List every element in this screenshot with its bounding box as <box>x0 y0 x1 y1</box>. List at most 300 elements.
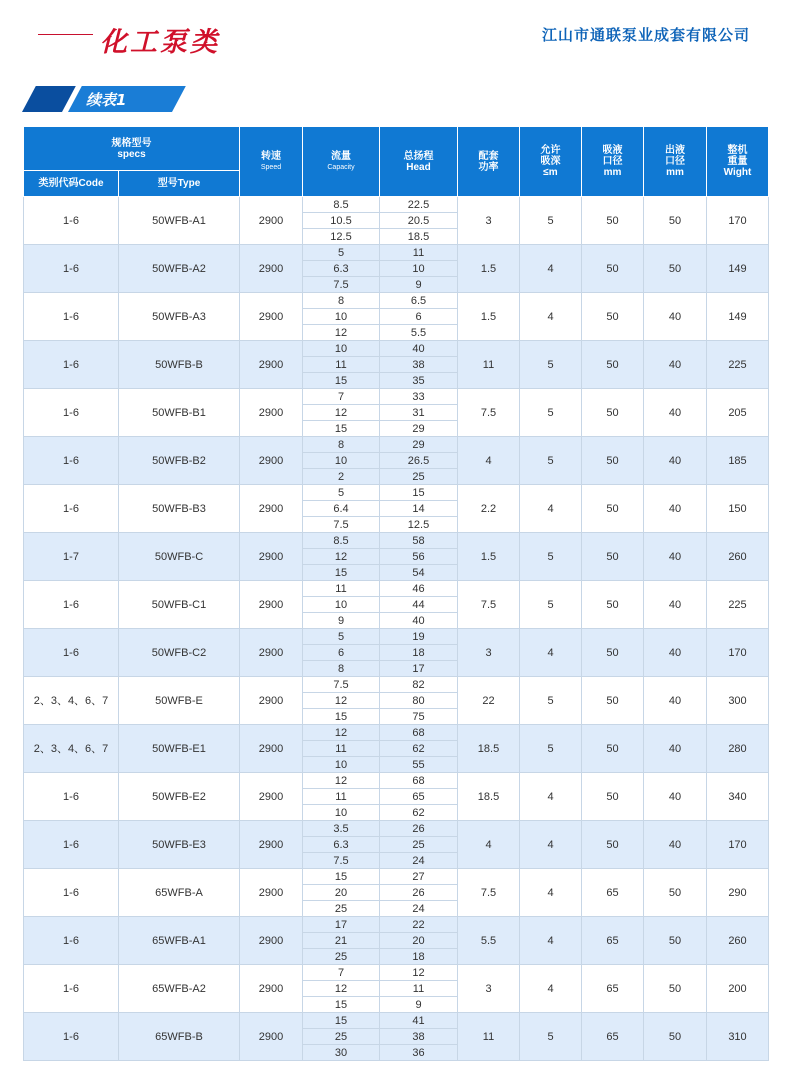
table-row <box>24 917 769 933</box>
head-cell: 40 <box>380 341 458 357</box>
head-cell: 22 <box>380 917 458 933</box>
head-cell: 24 <box>380 901 458 917</box>
npsh-cell: 5 <box>520 197 582 245</box>
table-row <box>24 533 769 549</box>
head-cell: 17 <box>380 661 458 677</box>
power-cell: 22 <box>458 677 520 725</box>
flow-cell: 10 <box>303 805 380 821</box>
head-cell: 9 <box>380 997 458 1013</box>
npsh-cell: 4 <box>520 773 582 821</box>
table-row <box>24 245 769 261</box>
npsh-cell: 4 <box>520 821 582 869</box>
power-cell: 4 <box>458 821 520 869</box>
power-header <box>458 127 520 197</box>
head-cell: 25 <box>380 469 458 485</box>
speed-header <box>240 127 303 197</box>
inlet-cell: 50 <box>582 677 644 725</box>
flow-cell: 17 <box>303 917 380 933</box>
head-cell: 46 <box>380 581 458 597</box>
npsh-cell: 4 <box>520 869 582 917</box>
weight-cell: 310 <box>707 1013 769 1061</box>
flow-cell: 2 <box>303 469 380 485</box>
head-cell: 54 <box>380 565 458 581</box>
code-cell: 2、3、4、6、7 <box>24 725 119 773</box>
speed-cell: 2900 <box>240 389 303 437</box>
speed-cell: 2900 <box>240 197 303 245</box>
type-cell: 50WFB-A1 <box>119 197 240 245</box>
company-name: 江山市通联泵业成套有限公司 <box>541 26 750 44</box>
inlet-label: 吸液口径 <box>602 145 623 167</box>
flow-cell: 7.5 <box>303 853 380 869</box>
code-cell: 1-6 <box>24 629 119 677</box>
type-cell: 65WFB-A1 <box>119 917 240 965</box>
table-row <box>24 629 769 645</box>
flow-cell: 20 <box>303 885 380 901</box>
flow-cell: 12 <box>303 773 380 789</box>
weight-cell: 170 <box>707 821 769 869</box>
head-cell: 75 <box>380 709 458 725</box>
code-cell: 1-6 <box>24 341 119 389</box>
flow-cell: 10.5 <box>303 213 380 229</box>
flow-cell: 25 <box>303 1029 380 1045</box>
power-cell: 7.5 <box>458 869 520 917</box>
weight-cell: 149 <box>707 293 769 341</box>
flow-cell: 21 <box>303 933 380 949</box>
inlet-cell: 50 <box>582 293 644 341</box>
head-cell: 68 <box>380 773 458 789</box>
flow-cell: 6.4 <box>303 501 380 517</box>
type-cell: 50WFB-A2 <box>119 245 240 293</box>
section-tag-label: 续表1 <box>86 91 127 109</box>
flow-cell: 5 <box>303 485 380 501</box>
code-cell: 1-6 <box>24 485 119 533</box>
inlet-header <box>582 127 644 197</box>
specs-header <box>24 127 240 171</box>
table-row <box>24 485 769 501</box>
head-cell: 9 <box>380 277 458 293</box>
head-cell: 19 <box>380 629 458 645</box>
flow-cell: 11 <box>303 581 380 597</box>
head-label: 总扬程 <box>403 150 434 162</box>
table-row <box>24 677 769 693</box>
power-cell: 7.5 <box>458 581 520 629</box>
specs-label: 规格型号 <box>111 137 152 149</box>
head-cell: 26 <box>380 885 458 901</box>
type-cell: 65WFB-A <box>119 869 240 917</box>
head-cell: 25 <box>380 837 458 853</box>
type-header: 型号Type <box>119 171 240 197</box>
weight-header <box>707 127 769 197</box>
inlet-cell: 50 <box>582 581 644 629</box>
inlet-cell: 50 <box>582 197 644 245</box>
npsh-cell: 4 <box>520 293 582 341</box>
inlet-cell: 65 <box>582 1013 644 1061</box>
head-cell: 20 <box>380 933 458 949</box>
speed-cell: 2900 <box>240 1013 303 1061</box>
head-cell: 15 <box>380 485 458 501</box>
power-cell: 18.5 <box>458 773 520 821</box>
head-header <box>380 127 458 197</box>
speed-cell: 2900 <box>240 341 303 389</box>
code-cell: 2、3、4、6、7 <box>24 677 119 725</box>
flow-cell: 9 <box>303 613 380 629</box>
speed-label: 转速 <box>261 150 281 162</box>
weight-cell: 170 <box>707 629 769 677</box>
speed-cell: 2900 <box>240 869 303 917</box>
header-rule <box>38 34 93 35</box>
head-cell: 82 <box>380 677 458 693</box>
npsh-unit: ≤m <box>543 167 558 178</box>
outlet-cell: 50 <box>644 869 707 917</box>
weight-cell: 260 <box>707 917 769 965</box>
npsh-cell: 4 <box>520 629 582 677</box>
flow-cell: 15 <box>303 565 380 581</box>
speed-cell: 2900 <box>240 965 303 1013</box>
inlet-cell: 50 <box>582 389 644 437</box>
flow-en-label: Capacity <box>327 163 355 171</box>
speed-cell: 2900 <box>240 533 303 581</box>
flow-cell: 10 <box>303 597 380 613</box>
outlet-cell: 40 <box>644 629 707 677</box>
npsh-label: 允许吸深 <box>540 145 561 167</box>
section-tag <box>22 86 190 112</box>
flow-cell: 8.5 <box>303 533 380 549</box>
table-body <box>24 197 769 1061</box>
head-cell: 6 <box>380 309 458 325</box>
head-cell: 11 <box>380 245 458 261</box>
flow-cell: 15 <box>303 709 380 725</box>
table-header <box>24 127 769 197</box>
weight-cell: 149 <box>707 245 769 293</box>
type-cell: 50WFB-B2 <box>119 437 240 485</box>
type-cell: 50WFB-E <box>119 677 240 725</box>
flow-cell: 12 <box>303 549 380 565</box>
table-row <box>24 1013 769 1029</box>
head-cell: 14 <box>380 501 458 517</box>
type-cell: 50WFB-E3 <box>119 821 240 869</box>
power-cell: 18.5 <box>458 725 520 773</box>
code-cell: 1-6 <box>24 1013 119 1061</box>
table-row <box>24 389 769 405</box>
power-cell: 5.5 <box>458 917 520 965</box>
power-cell: 3 <box>458 197 520 245</box>
inlet-cell: 50 <box>582 437 644 485</box>
speed-cell: 2900 <box>240 773 303 821</box>
flow-cell: 25 <box>303 949 380 965</box>
head-cell: 26 <box>380 821 458 837</box>
head-cell: 22.5 <box>380 197 458 213</box>
head-cell: 11 <box>380 981 458 997</box>
type-cell: 50WFB-B1 <box>119 389 240 437</box>
head-en-label: Head <box>406 161 431 173</box>
npsh-cell: 4 <box>520 245 582 293</box>
speed-cell: 2900 <box>240 437 303 485</box>
inlet-cell: 50 <box>582 725 644 773</box>
flow-cell: 7.5 <box>303 677 380 693</box>
head-cell: 65 <box>380 789 458 805</box>
table-row <box>24 581 769 597</box>
head-cell: 62 <box>380 741 458 757</box>
type-cell: 50WFB-A3 <box>119 293 240 341</box>
inlet-cell: 65 <box>582 869 644 917</box>
flow-cell: 11 <box>303 741 380 757</box>
head-cell: 38 <box>380 357 458 373</box>
table-row <box>24 437 769 453</box>
flow-cell: 15 <box>303 373 380 389</box>
code-cell: 1-6 <box>24 197 119 245</box>
weight-cell: 280 <box>707 725 769 773</box>
outlet-cell: 40 <box>644 485 707 533</box>
outlet-cell: 40 <box>644 341 707 389</box>
flow-cell: 12.5 <box>303 229 380 245</box>
table-row <box>24 725 769 741</box>
type-cell: 65WFB-B <box>119 1013 240 1061</box>
inlet-cell: 65 <box>582 965 644 1013</box>
flow-cell: 7.5 <box>303 517 380 533</box>
code-cell: 1-6 <box>24 869 119 917</box>
code-cell: 1-6 <box>24 965 119 1013</box>
outlet-unit: mm <box>666 167 684 178</box>
table-row <box>24 869 769 885</box>
npsh-header <box>520 127 582 197</box>
flow-cell: 8 <box>303 661 380 677</box>
power-label: 配套功率 <box>478 150 499 173</box>
power-cell: 4 <box>458 437 520 485</box>
head-cell: 18 <box>380 645 458 661</box>
head-cell: 55 <box>380 757 458 773</box>
flow-cell: 25 <box>303 901 380 917</box>
code-cell: 1-6 <box>24 773 119 821</box>
head-cell: 5.5 <box>380 325 458 341</box>
table-row <box>24 341 769 357</box>
npsh-cell: 4 <box>520 965 582 1013</box>
code-cell: 1-6 <box>24 821 119 869</box>
head-cell: 29 <box>380 437 458 453</box>
inlet-cell: 50 <box>582 773 644 821</box>
flow-cell: 7.5 <box>303 277 380 293</box>
head-cell: 24 <box>380 853 458 869</box>
flow-cell: 15 <box>303 1013 380 1029</box>
speed-cell: 2900 <box>240 629 303 677</box>
type-cell: 65WFB-A2 <box>119 965 240 1013</box>
npsh-cell: 5 <box>520 341 582 389</box>
table-row <box>24 197 769 213</box>
outlet-cell: 40 <box>644 533 707 581</box>
flow-cell: 15 <box>303 997 380 1013</box>
weight-cell: 290 <box>707 869 769 917</box>
inlet-cell: 50 <box>582 485 644 533</box>
speed-cell: 2900 <box>240 821 303 869</box>
flow-cell: 10 <box>303 309 380 325</box>
flow-cell: 10 <box>303 341 380 357</box>
power-cell: 11 <box>458 1013 520 1061</box>
npsh-cell: 5 <box>520 389 582 437</box>
outlet-cell: 40 <box>644 437 707 485</box>
head-cell: 41 <box>380 1013 458 1029</box>
power-cell: 11 <box>458 341 520 389</box>
flow-cell: 8.5 <box>303 197 380 213</box>
flow-label: 流量 <box>331 150 351 162</box>
table-row <box>24 821 769 837</box>
inlet-cell: 65 <box>582 917 644 965</box>
flow-cell: 5 <box>303 629 380 645</box>
flow-cell: 11 <box>303 789 380 805</box>
flow-cell: 7 <box>303 965 380 981</box>
flow-cell: 8 <box>303 437 380 453</box>
flow-cell: 11 <box>303 357 380 373</box>
npsh-cell: 4 <box>520 917 582 965</box>
type-cell: 50WFB-C <box>119 533 240 581</box>
code-header: 类别代码Code <box>24 171 119 197</box>
type-cell: 50WFB-C2 <box>119 629 240 677</box>
outlet-cell: 50 <box>644 1013 707 1061</box>
power-cell: 3 <box>458 965 520 1013</box>
table-row <box>24 773 769 789</box>
outlet-cell: 40 <box>644 821 707 869</box>
head-cell: 18 <box>380 949 458 965</box>
outlet-cell: 40 <box>644 725 707 773</box>
head-cell: 10 <box>380 261 458 277</box>
head-cell: 68 <box>380 725 458 741</box>
head-cell: 31 <box>380 405 458 421</box>
flow-cell: 8 <box>303 293 380 309</box>
flow-cell: 5 <box>303 245 380 261</box>
outlet-cell: 40 <box>644 293 707 341</box>
outlet-cell: 40 <box>644 389 707 437</box>
code-cell: 1-6 <box>24 293 119 341</box>
inlet-cell: 50 <box>582 341 644 389</box>
outlet-cell: 50 <box>644 197 707 245</box>
head-cell: 18.5 <box>380 229 458 245</box>
tag-accent-shape <box>22 86 76 112</box>
spec-table <box>23 126 769 1061</box>
flow-cell: 3.5 <box>303 821 380 837</box>
npsh-cell: 4 <box>520 485 582 533</box>
code-cell: 1-6 <box>24 245 119 293</box>
head-cell: 58 <box>380 533 458 549</box>
type-cell: 50WFB-B <box>119 341 240 389</box>
weight-cell: 340 <box>707 773 769 821</box>
power-cell: 2.2 <box>458 485 520 533</box>
type-cell: 50WFB-C1 <box>119 581 240 629</box>
weight-label: 整机重量 <box>727 145 748 167</box>
head-cell: 44 <box>380 597 458 613</box>
weight-cell: 225 <box>707 581 769 629</box>
head-cell: 29 <box>380 421 458 437</box>
head-cell: 80 <box>380 693 458 709</box>
weight-cell: 185 <box>707 437 769 485</box>
brand-title: 化工泵类 <box>100 27 220 58</box>
table-row <box>24 965 769 981</box>
type-cell: 50WFB-B3 <box>119 485 240 533</box>
head-cell: 33 <box>380 389 458 405</box>
outlet-cell: 50 <box>644 965 707 1013</box>
flow-cell: 12 <box>303 325 380 341</box>
code-cell: 1-6 <box>24 437 119 485</box>
flow-cell: 10 <box>303 757 380 773</box>
flow-cell: 12 <box>303 981 380 997</box>
head-cell: 26.5 <box>380 453 458 469</box>
flow-header <box>303 127 380 197</box>
code-cell: 1-6 <box>24 917 119 965</box>
speed-cell: 2900 <box>240 917 303 965</box>
speed-cell: 2900 <box>240 581 303 629</box>
weight-cell: 150 <box>707 485 769 533</box>
weight-en-label: Wight <box>723 167 752 178</box>
flow-cell: 30 <box>303 1045 380 1061</box>
specs-en-label: specs <box>117 148 146 160</box>
npsh-cell: 5 <box>520 581 582 629</box>
npsh-cell: 5 <box>520 437 582 485</box>
flow-cell: 12 <box>303 725 380 741</box>
outlet-cell: 50 <box>644 917 707 965</box>
power-cell: 3 <box>458 629 520 677</box>
flow-cell: 7 <box>303 389 380 405</box>
table-row <box>24 293 769 309</box>
weight-cell: 200 <box>707 965 769 1013</box>
power-cell: 1.5 <box>458 533 520 581</box>
flow-cell: 12 <box>303 693 380 709</box>
npsh-cell: 5 <box>520 533 582 581</box>
outlet-label: 出液口径 <box>665 145 685 167</box>
speed-cell: 2900 <box>240 725 303 773</box>
flow-cell: 10 <box>303 453 380 469</box>
speed-cell: 2900 <box>240 293 303 341</box>
outlet-cell: 40 <box>644 677 707 725</box>
head-cell: 38 <box>380 1029 458 1045</box>
npsh-cell: 5 <box>520 1013 582 1061</box>
head-cell: 27 <box>380 869 458 885</box>
weight-cell: 260 <box>707 533 769 581</box>
power-cell: 1.5 <box>458 293 520 341</box>
weight-cell: 205 <box>707 389 769 437</box>
weight-cell: 225 <box>707 341 769 389</box>
head-cell: 40 <box>380 613 458 629</box>
npsh-cell: 5 <box>520 677 582 725</box>
inlet-cell: 50 <box>582 245 644 293</box>
inlet-cell: 50 <box>582 533 644 581</box>
weight-cell: 170 <box>707 197 769 245</box>
head-cell: 12.5 <box>380 517 458 533</box>
head-cell: 36 <box>380 1045 458 1061</box>
flow-cell: 15 <box>303 421 380 437</box>
speed-cell: 2900 <box>240 677 303 725</box>
head-cell: 12 <box>380 965 458 981</box>
head-cell: 35 <box>380 373 458 389</box>
flow-cell: 15 <box>303 869 380 885</box>
speed-cell: 2900 <box>240 245 303 293</box>
head-cell: 20.5 <box>380 213 458 229</box>
outlet-cell: 50 <box>644 245 707 293</box>
code-cell: 1-6 <box>24 581 119 629</box>
type-cell: 50WFB-E2 <box>119 773 240 821</box>
head-cell: 62 <box>380 805 458 821</box>
code-cell: 1-7 <box>24 533 119 581</box>
inlet-cell: 50 <box>582 629 644 677</box>
head-cell: 6.5 <box>380 293 458 309</box>
flow-cell: 12 <box>303 405 380 421</box>
flow-cell: 6.3 <box>303 837 380 853</box>
speed-cell: 2900 <box>240 485 303 533</box>
head-cell: 56 <box>380 549 458 565</box>
type-cell: 50WFB-E1 <box>119 725 240 773</box>
flow-cell: 6.3 <box>303 261 380 277</box>
outlet-header <box>644 127 707 197</box>
weight-cell: 300 <box>707 677 769 725</box>
outlet-cell: 40 <box>644 581 707 629</box>
outlet-cell: 40 <box>644 773 707 821</box>
code-cell: 1-6 <box>24 389 119 437</box>
